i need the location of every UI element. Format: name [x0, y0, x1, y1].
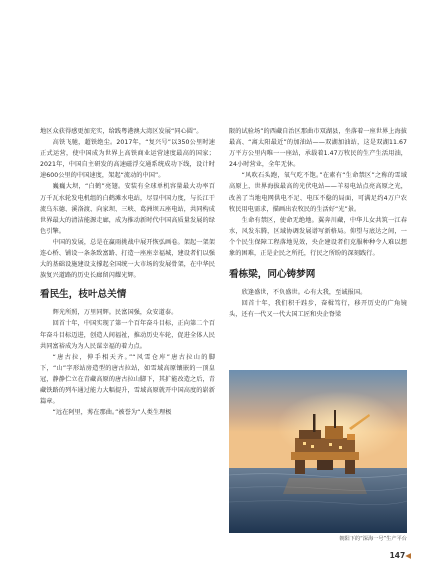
paragraph: 限的试验场”的西藏自治区那曲市双湖县，坐落着一座世界上海拔最高、“离太阳最近”的加油站——双湖加油站，这是双湖11.67万平方公里内唯一一座站，承载着1.47万牧民的生产生活用油，24小时营业，全年无休。 [229, 128, 407, 169]
paragraph: 巍巍大坝，“白鹤”亮翅。安装有全球单机容量最大功率百万千瓦水轮发电机组的白鹤滩水电站，尽显中国力度，与长江干流乌东德、溪洛渡、向家坝、三峡、葛洲坝五座电站，共同构成世界最大的清洁能源走廊，成为推动新时代中国高质量发展的绿色引擎。 [40, 183, 215, 235]
left-column [40, 126, 215, 418]
section-heading: 看栋梁，同心铸梦网 [229, 269, 316, 281]
section-heading: 看民生，枝叶总关情 [40, 289, 127, 301]
paragraph: 欣逢盛世，不负盛世。心有大我，至诚报国。 [241, 289, 367, 297]
paragraph: “风吹石头跑，氧气吃不饱。”在素有“生命禁区”之称的雪域高原上，世界海拔最高的光伏电站——羊易电站点亮高原之光，改善了当地电网供电不足、电压不稳的局面，可满足约4万户农牧民用电需求，描画出农牧民的生活好“光”景。 [229, 172, 407, 213]
page-number [390, 551, 411, 560]
paragraph: 生命有禁区，使命无绝地。翼奔川藏，中华儿女共筑一江春水，风发东腾，区域协调发展谱写新格局。仰望与底达之间，一个个民生保障工程落地见效，央企建设者们克服种种令人难以想象的困难，正是企民之所托，行民之所盼的深刻践行。 [229, 216, 407, 258]
paragraph: 高铁飞驰，超铁绝尘。2017年，“复兴号”以350公里时速正式运营，使中国成为世界上高铁商业运营速度最高的国家；2021年，中国自主研发的高速磁浮交通系统成功下线，设计时速600公里的中国速度，架起“流动的中国”。 [40, 139, 215, 180]
right-column [229, 126, 407, 320]
photo-caption: 朝阳下的“深海一号”生产平台 [339, 536, 407, 542]
paragraph: 中国的发展，总是在赢雨挑战中展开恢弘画卷。架起一架架连心桥、铺设一条条致富路、打造一座座幸福城，建设者们以强大的基础设施建设支撑起全国统一大市场的发展骨架，在中华民族复兴道路的历史长廊留闪耀光辉。 [40, 238, 215, 280]
offshore-platform-photo [229, 370, 407, 533]
paragraph: 回首十年，中国实现了第一个百年奋斗目标，正向第二个百年奋斗目标迈进，创造人间福祉，推动历史车轮，促进全体人民共同富裕成为为人民谋幸福的着力点。 [40, 320, 215, 350]
page-number-marker-icon: ◀ [405, 551, 411, 560]
paragraph: “唐古拉，伸手相天齐。”“风雪仓库”唐古拉山的脚下，“山”字形站房造型的唐古拉站，如雪域高原镶嵌的一顶皇冠，静静伫立在青藏高原的唐古拉山脚下，其扩能改造之后，青藏铁路的列车通过能力大幅提升，雪域高原就开中国高度的崭新篇章。 [40, 353, 215, 406]
paragraph: 辉光所照，万里同辉。民富国强，众安道泰。 [52, 309, 178, 317]
paragraph: 回首十年，我们积千跬步，奋楫笃行，移开历史的广角镜头，还有一代又一代大国工匠和央企脊梁 [229, 300, 407, 319]
page-number-text: 147 [389, 551, 406, 560]
paragraph: 地区众获得感更加充实，给践粤港澳大湾区发展“同心圆”。 [40, 128, 203, 135]
paragraph: “远在阿里，莠在那曲。”被誉为“人类生理极 [52, 409, 172, 417]
